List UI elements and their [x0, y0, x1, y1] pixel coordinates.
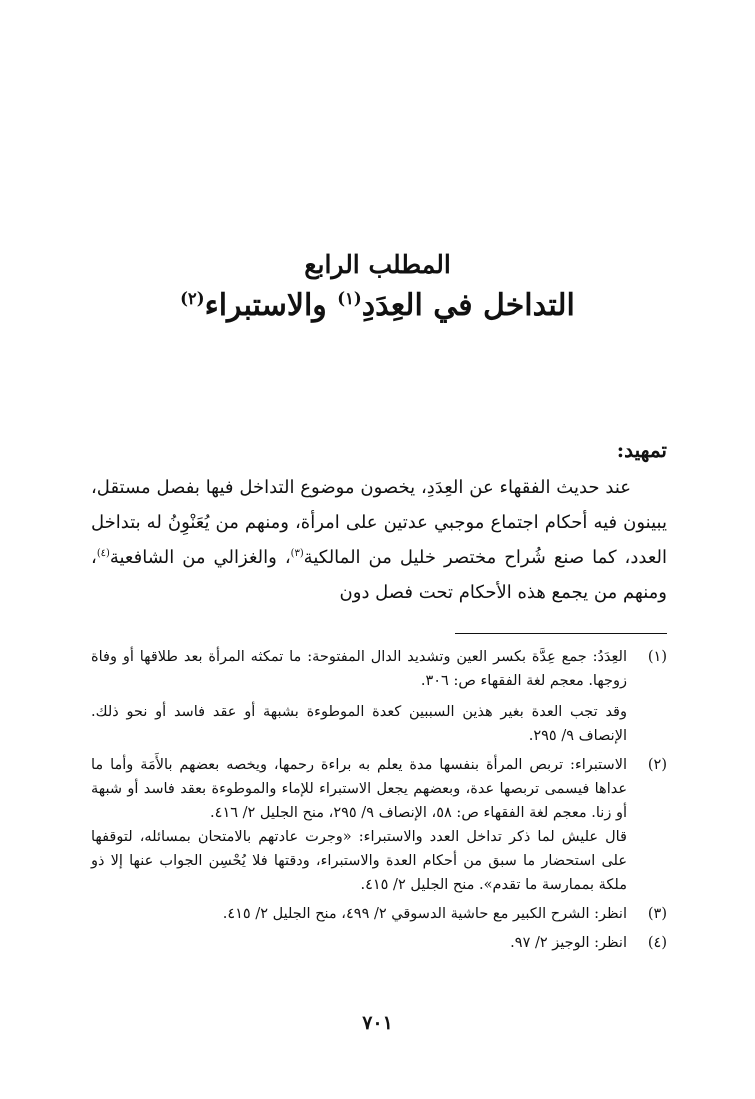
footnote-text: وقد تجب العدة بغير هذين السببين كعدة الموطوءة بشبهة أو عقد فاسد أو نحو ذلك. الإنصاف ٩/ ٢٩٥.: [91, 704, 627, 744]
footnotes: [91, 645, 667, 960]
footnote-ref-1[interactable]: (١): [337, 289, 362, 308]
body-text-2: ، والغزالي من الشافعية: [109, 547, 291, 568]
footnote-text: انظر: الشرح الكبير مع حاشية الدسوقي ٢/ ٤٩٩، منح الجليل ٢/ ٤١٥.: [222, 906, 627, 922]
footnote-ref-2[interactable]: (٢): [180, 289, 205, 308]
subheading-text-1: التداخل في العِدَدِ: [361, 288, 575, 323]
footnote-number: (٣): [647, 906, 667, 922]
footnote-number: (٢): [647, 757, 667, 773]
footnote-number: (١): [647, 649, 667, 665]
footnote-3: [91, 902, 667, 926]
footnote-1: [91, 645, 667, 748]
footnote-number: (٤): [647, 935, 667, 951]
footnote-ref-3[interactable]: (٣): [290, 548, 304, 559]
chapter-subheading: [0, 288, 755, 323]
footnote-4: [91, 931, 667, 955]
footnote-ref-4[interactable]: (٤): [96, 548, 110, 559]
body-text-1: عند حديث الفقهاء عن العِدَدِ، يخصون موضوع التداخل فيها بفصل مستقل، يبينون فيه أحكام اجتماع موجبي عدتين على امرأة، ومنهم من يُعَنْوِنُ له بتداخل العدد، كما صنع شُراح مختصر خليل من المالكية: [91, 477, 668, 568]
footnote-2: [91, 753, 667, 897]
footnote-text: انظر: الوجيز ٢/ ٩٧.: [510, 935, 627, 951]
footnote-text: الاستبراء: تربص المرأة بنفسها مدة يعلم به براءة رحمها، ويخصه بعضهم بالأَمَة وأما ما عداها فيسمى تربصها عدة، وبعضهم يجعل الاستبراء للإماء والموطوءة بعقد فاسد أو شبهة أو زنا. معجم لغة الفقهاء ص: ٥٨، الإنصاف ٩/ ٢٩٥، منح الجليل ٢/ ٤١٦.: [91, 757, 627, 821]
body-text-3: ، ومنهم من يجمع هذه الأحكام تحت فصل دون: [91, 547, 667, 603]
footnote-divider: [455, 633, 667, 634]
footnote-text: قال عليش لما ذكر تداخل العدد والاستبراء: «وجرت عادتهم بالامتحان بمسائله، لتوقفها على استحضار ما سبق من أحكام العدة والاستبراء، ودقتها فلا يُحْسِن الجواب عنها إلا ذو ملكة بممارسة ما تقدم». منح الجليل ٢/ ٤١٥.: [91, 829, 627, 893]
subheading-text-2: والاستبراء: [204, 288, 338, 323]
body-paragraph: [91, 470, 667, 610]
section-label: تمهيد:: [616, 438, 667, 462]
chapter-heading: [0, 250, 755, 279]
heading-line-1: المطلب الرابع: [304, 250, 451, 279]
footnote-text: العِدَدُ: جمع عِدَّة بكسر العين وتشديد الدال المفتوحة: ما تمكثه المرأة بعد طلاقها أو وفاة زوجها. معجم لغة الفقهاء ص: ٣٠٦.: [91, 649, 627, 689]
page-number: ٧٠١: [362, 1012, 393, 1034]
